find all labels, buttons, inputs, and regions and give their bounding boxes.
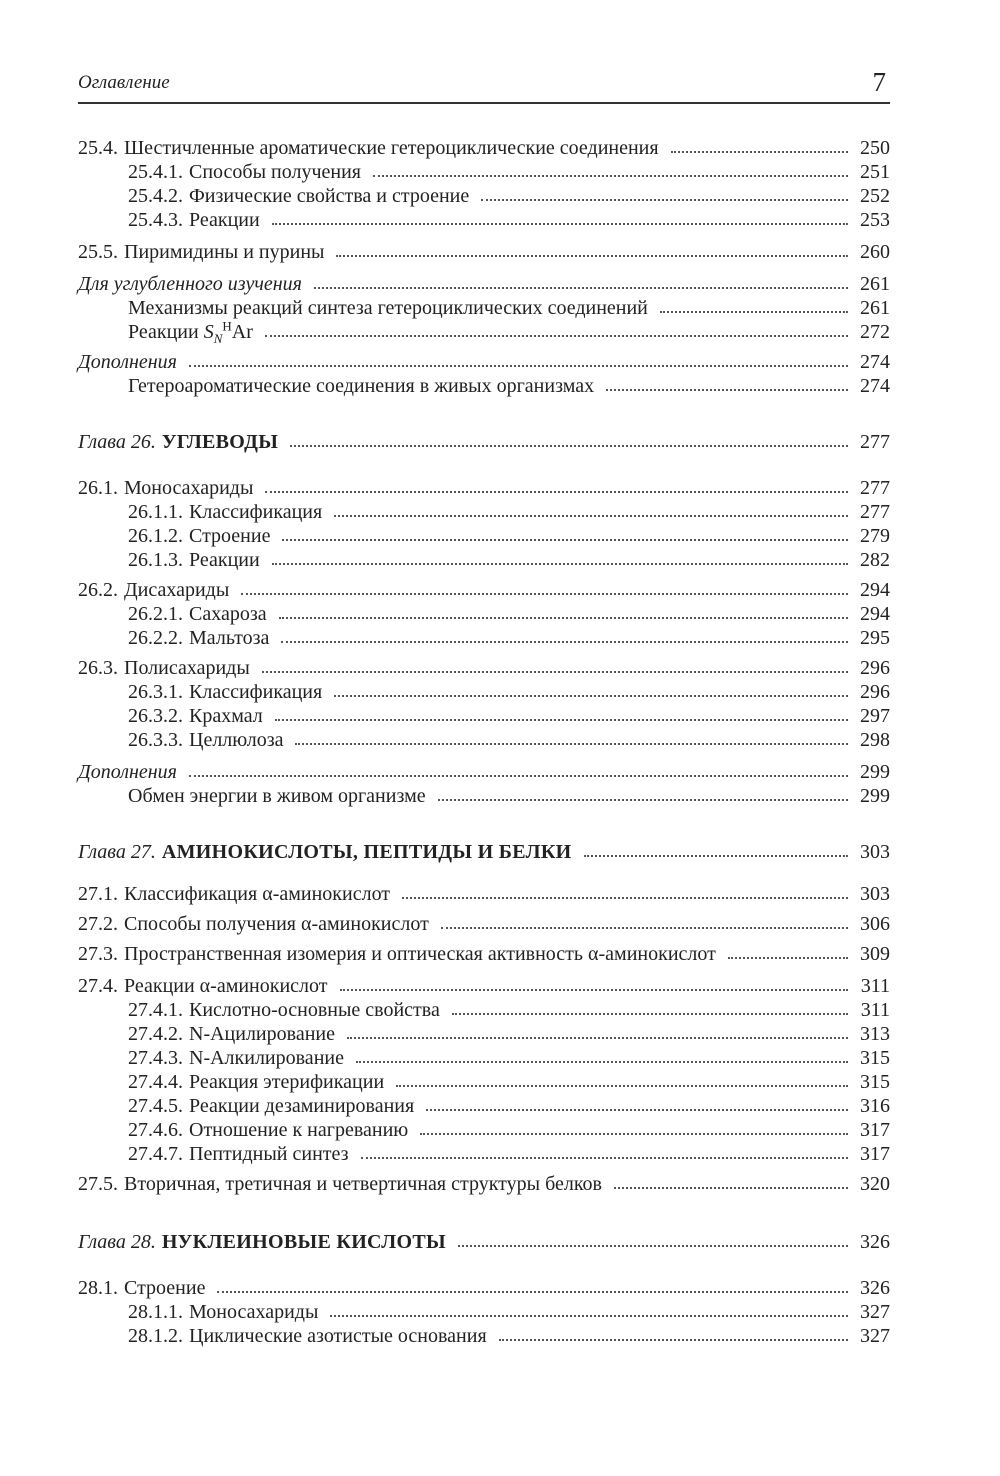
entry-title: Моносахариды (124, 477, 254, 499)
entry-page: 282 (860, 549, 890, 571)
entry-title: Способы получения α-аминокислот (124, 913, 429, 935)
entry-number: 27.4.1. (128, 999, 183, 1021)
entry-page: 296 (860, 681, 890, 703)
entry-number: 27.5. (78, 1173, 118, 1195)
entry-page: 277 (860, 477, 890, 499)
entry-page: 303 (860, 841, 890, 863)
entry-number: 27.4. (78, 975, 118, 997)
entry-title: Классификация α-аминокислот (124, 883, 391, 905)
entry-title: Строение (124, 1277, 206, 1299)
entry-page: 274 (860, 351, 890, 373)
leader-dots (282, 539, 848, 541)
leader-dots (361, 1157, 848, 1159)
entry-number: 26.1.2. (128, 525, 183, 547)
entry-page: 299 (860, 785, 890, 807)
entry-title: Сахароза (189, 603, 267, 625)
toc-entry[interactable] (128, 294, 890, 320)
entry-title: Целлюлоза (189, 729, 284, 751)
chapter-label: Глава 28. (78, 1231, 156, 1253)
entry-page: 296 (860, 657, 890, 679)
entry-title: Реакции $S_N^HAr$ (128, 318, 253, 346)
leader-dots (458, 1245, 848, 1247)
leader-dots (272, 563, 848, 565)
leader-dots (671, 151, 848, 153)
toc-entry[interactable] (78, 238, 890, 264)
entry-number: 27.4.7. (128, 1143, 183, 1165)
entry-title: Реакция этерификации (189, 1071, 385, 1093)
entry-title: Пространственная изомерия и оптическая активность α-аминокислот (124, 943, 716, 965)
running-title: Оглавление (78, 72, 170, 93)
entry-page: 320 (860, 1173, 890, 1195)
toc-entry[interactable] (78, 270, 890, 296)
entry-page: 315 (860, 1047, 890, 1069)
toc-entry[interactable] (128, 182, 890, 208)
entry-number: 26.1.3. (128, 549, 183, 571)
leader-dots (281, 641, 848, 643)
leader-dots (441, 927, 848, 929)
toc-chapter[interactable] (78, 1228, 890, 1254)
entry-page: 298 (860, 729, 890, 751)
leader-dots (420, 1133, 848, 1135)
chapter-label: Глава 26. (78, 431, 156, 453)
entry-number: 27.4.5. (128, 1095, 183, 1117)
leader-dots (340, 989, 848, 991)
entry-title: Кислотно-основные свойства (189, 999, 440, 1021)
toc-entry[interactable] (78, 576, 890, 602)
leader-dots (279, 617, 848, 619)
entry-page: 327 (860, 1325, 890, 1347)
entry-number: 26.1.1. (128, 501, 183, 523)
leader-dots (660, 311, 848, 313)
toc-entry[interactable] (78, 940, 890, 966)
entry-title: Классификация (189, 501, 323, 523)
entry-page: 251 (860, 161, 890, 183)
toc-entry[interactable] (128, 702, 890, 728)
toc-entry[interactable] (128, 1140, 890, 1166)
page-header (78, 64, 890, 104)
toc-entry[interactable] (128, 372, 890, 398)
toc-entry[interactable] (128, 1020, 890, 1046)
entry-title: Обмен энергии в живом организме (128, 785, 426, 807)
entry-page: 272 (860, 321, 890, 343)
entry-number: 25.4.2. (128, 185, 183, 207)
entry-number: 27.2. (78, 913, 118, 935)
entry-page: 252 (860, 185, 890, 207)
entry-page: 326 (860, 1231, 890, 1253)
leader-dots (356, 1061, 848, 1063)
leader-dots (241, 593, 848, 595)
toc-chapter[interactable] (78, 838, 890, 864)
entry-page: 294 (860, 579, 890, 601)
entry-title: Пептидный синтез (189, 1143, 349, 1165)
entry-title: Реакции α-аминокислот (124, 975, 328, 997)
entry-title: Вторичная, третичная и четвертичная структуры белков (124, 1173, 602, 1195)
leader-dots (402, 897, 848, 899)
entry-number: 27.1. (78, 883, 118, 905)
leader-dots (373, 175, 848, 177)
entry-page: 311 (860, 999, 890, 1021)
toc-entry[interactable] (128, 726, 890, 752)
toc-entry[interactable] (78, 910, 890, 936)
toc-entry[interactable] (78, 134, 890, 160)
entry-page: 261 (860, 273, 890, 295)
leader-dots (584, 855, 848, 857)
leader-dots (334, 695, 848, 697)
entry-page: 315 (860, 1071, 890, 1093)
toc-entry[interactable] (128, 498, 890, 524)
entry-page: 253 (860, 209, 890, 231)
toc-entry[interactable] (128, 1044, 890, 1070)
leader-dots (189, 775, 848, 777)
entry-title: Реакции (189, 549, 260, 571)
entry-title: Мальтоза (189, 627, 270, 649)
entry-number: 26.2.1. (128, 603, 183, 625)
chapter-label: Глава 27. (78, 841, 156, 863)
leader-dots (396, 1085, 848, 1087)
toc-entry[interactable] (128, 158, 890, 184)
entry-page: 279 (860, 525, 890, 547)
entry-number: 26.3.1. (128, 681, 183, 703)
entry-page: 303 (860, 883, 890, 905)
toc-entry[interactable] (78, 654, 890, 680)
entry-title: N-Ацилирование (189, 1023, 335, 1045)
entry-title: Физические свойства и строение (189, 185, 470, 207)
entry-number: 26.2.2. (128, 627, 183, 649)
leader-dots (217, 1291, 848, 1293)
toc-entry[interactable] (128, 522, 890, 548)
entry-number: 25.4.3. (128, 209, 183, 231)
entry-number: 26.3.3. (128, 729, 183, 751)
toc-entry[interactable] (128, 1298, 890, 1324)
entry-number: 25.5. (78, 241, 118, 263)
entry-number: 27.4.4. (128, 1071, 183, 1093)
entry-number: 28.1.2. (128, 1325, 183, 1347)
toc-entry[interactable] (78, 1170, 890, 1196)
entry-title: Строение (189, 525, 271, 547)
toc-entry[interactable] (78, 1274, 890, 1300)
entry-title: Для углубленного изучения (78, 273, 302, 295)
entry-title: Реакции (189, 209, 260, 231)
leader-dots (314, 287, 848, 289)
entry-page: 261 (860, 297, 890, 319)
toc-entry[interactable] (128, 678, 890, 704)
entry-page: 311 (860, 975, 890, 997)
entry-page: 250 (860, 137, 890, 159)
leader-dots (614, 1187, 848, 1189)
entry-page: 326 (860, 1277, 890, 1299)
toc-entry[interactable] (128, 996, 890, 1022)
entry-number: 26.1. (78, 477, 118, 499)
entry-page: 297 (860, 705, 890, 727)
entry-title: Шестичленные ароматические гетероциклические соединения (124, 137, 659, 159)
entry-title: Механизмы реакций синтеза гетероциклических соединений (128, 297, 648, 319)
entry-page: 306 (860, 913, 890, 935)
chapter-title: УГЛЕВОДЫ (161, 431, 279, 453)
entry-number: 26.3. (78, 657, 118, 679)
entry-title: Способы получения (189, 161, 361, 183)
leader-dots (499, 1339, 848, 1341)
entry-number: 28.1. (78, 1277, 118, 1299)
leader-dots (189, 365, 848, 367)
entry-number: 27.4.6. (128, 1119, 183, 1141)
leader-dots (347, 1037, 848, 1039)
entry-title: Классификация (189, 681, 323, 703)
page-number: 7 (872, 67, 886, 97)
entry-number: 25.4. (78, 137, 118, 159)
leader-dots (330, 1315, 848, 1317)
header-rule (78, 102, 890, 104)
entry-page: 260 (860, 241, 890, 263)
entry-page: 294 (860, 603, 890, 625)
leader-dots (290, 445, 848, 447)
toc-entry[interactable] (128, 624, 890, 650)
entry-title: Циклические азотистые основания (189, 1325, 487, 1347)
entry-page: 317 (860, 1119, 890, 1141)
leader-dots (265, 335, 848, 337)
entry-title: N-Алкилирование (189, 1047, 344, 1069)
leader-dots (275, 719, 848, 721)
entry-number: 28.1.1. (128, 1301, 183, 1323)
leader-dots (334, 515, 848, 517)
toc-entry[interactable] (78, 972, 890, 998)
toc-entry[interactable] (78, 880, 890, 906)
entry-number: 27.3. (78, 943, 118, 965)
entry-title: Дополнения (78, 761, 177, 783)
entry-page: 277 (860, 431, 890, 453)
toc-entry[interactable] (128, 1322, 890, 1348)
toc-chapter[interactable] (78, 428, 890, 454)
toc-entry[interactable] (128, 1116, 890, 1142)
entry-number: 25.4.1. (128, 161, 183, 183)
entry-title: Гетероароматические соединения в живых организмах (128, 375, 595, 397)
toc-entry[interactable] (128, 1092, 890, 1118)
toc-entry[interactable] (128, 600, 890, 626)
entry-title: Пиримидины и пурины (124, 241, 325, 263)
entry-number: 26.2. (78, 579, 118, 601)
toc-entry[interactable] (128, 1068, 890, 1094)
leader-dots (426, 1109, 848, 1111)
chapter-title: АМИНОКИСЛОТЫ, ПЕПТИДЫ И БЕЛКИ (161, 841, 572, 863)
chapter-title: НУКЛЕИНОВЫЕ КИСЛОТЫ (161, 1231, 446, 1253)
entry-title: Дополнения (78, 351, 177, 373)
entry-title: Полисахариды (124, 657, 250, 679)
toc-entry[interactable] (128, 318, 890, 344)
toc-entry[interactable] (78, 474, 890, 500)
entry-page: 316 (860, 1095, 890, 1117)
leader-dots (336, 255, 848, 257)
toc-entry[interactable] (128, 782, 890, 808)
entry-page: 317 (860, 1143, 890, 1165)
entry-title: Моносахариды (189, 1301, 319, 1323)
entry-page: 277 (860, 501, 890, 523)
leader-dots (606, 389, 848, 391)
entry-title: Дисахариды (124, 579, 230, 601)
leader-dots (265, 491, 848, 493)
entry-page: 313 (860, 1023, 890, 1045)
entry-page: 274 (860, 375, 890, 397)
entry-page: 299 (860, 761, 890, 783)
toc-entry[interactable] (128, 546, 890, 572)
entry-page: 327 (860, 1301, 890, 1323)
leader-dots (481, 199, 848, 201)
entry-title: Крахмал (189, 705, 263, 727)
entry-number: 27.4.3. (128, 1047, 183, 1069)
leader-dots (295, 743, 848, 745)
leader-dots (452, 1013, 848, 1015)
toc-entry[interactable] (128, 206, 890, 232)
entry-page: 295 (860, 627, 890, 649)
entry-page: 309 (860, 943, 890, 965)
leader-dots (438, 799, 848, 801)
toc-entry[interactable] (78, 348, 890, 374)
entry-title: Отношение к нагреванию (189, 1119, 409, 1141)
toc-entry[interactable] (78, 758, 890, 784)
leader-dots (272, 223, 848, 225)
leader-dots (728, 957, 848, 959)
entry-title: Реакции дезаминирования (189, 1095, 415, 1117)
entry-number: 26.3.2. (128, 705, 183, 727)
entry-number: 27.4.2. (128, 1023, 183, 1045)
leader-dots (262, 671, 848, 673)
